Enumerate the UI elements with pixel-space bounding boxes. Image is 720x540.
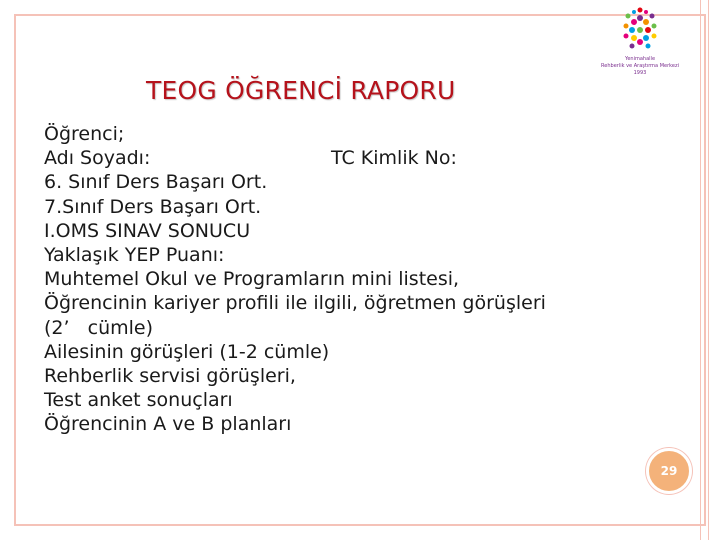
report-line-tests: Test anket sonuçları <box>44 389 233 412</box>
report-line-student: Öğrenci; <box>44 123 125 145</box>
report-items <box>44 122 546 437</box>
report-line-family: Ailesinin görüşleri (1-2 cümle) <box>44 340 330 363</box>
report-line-grade6: 6. Sınıf Ders Başarı Ort. <box>44 171 268 194</box>
name-label: Adı Soyadı: <box>44 147 151 170</box>
report-line-programs: Muhtemel Okul ve Programların mini listesi, <box>44 268 460 291</box>
report-line-guidance: Rehberlik servisi görüşleri, <box>44 365 296 388</box>
report-line-teacher-cont: (2’ cümle) <box>44 316 154 339</box>
decorative-line <box>708 0 709 540</box>
report-line-yep: Yaklaşık YEP Puanı: <box>44 244 225 267</box>
page-title: TEOG ÖĞRENCİ RAPORU <box>146 76 456 105</box>
logo-line-1: Yenimahalle <box>624 56 656 62</box>
logo-line-3: 1993 <box>633 70 647 76</box>
decorative-line <box>700 0 701 540</box>
organization-logo <box>592 2 688 86</box>
tc-label: TC Kimlik No: <box>331 147 457 170</box>
logo-line-2: Rehberlik ve Araştırma Merkezi <box>601 63 679 69</box>
page-number-badge: 29 <box>646 448 692 494</box>
logo-caption <box>592 56 688 77</box>
flower-logo-icon <box>592 2 688 56</box>
report-line-grade7: 7.Sınıf Ders Başarı Ort. <box>44 195 262 218</box>
report-line-exam: I.OMS SINAV SONUCU <box>44 219 251 242</box>
report-line-name <box>44 146 546 170</box>
report-line-teacher: Öğrencinin kariyer profili ile ilgili, öğretmen görüşleri <box>44 292 546 315</box>
report-line-plans: Öğrencinin A ve B planları <box>44 413 292 436</box>
